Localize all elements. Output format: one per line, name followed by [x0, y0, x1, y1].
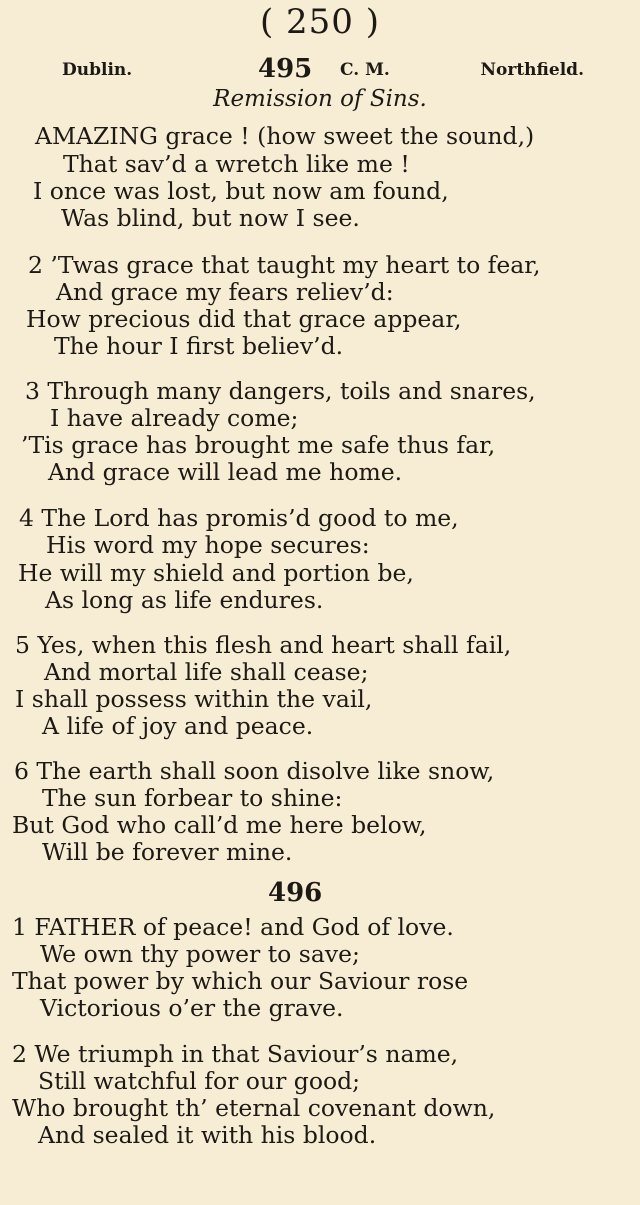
tune-name-right: Northfield.: [480, 60, 584, 80]
verse-line: We own thy power to save;: [40, 940, 360, 968]
verse-line: And grace will lead me home.: [48, 458, 403, 486]
hymn-number: 495: [258, 54, 313, 84]
verse-line: A life of joy and peace.: [42, 712, 314, 740]
verse-line: 5 Yes, when this flesh and heart shall fail,: [15, 631, 512, 659]
verse-line: Victorious o’er the grave.: [40, 994, 344, 1022]
verse-line: How precious did that grace appear,: [26, 305, 462, 333]
verse-line: 4 The Lord has promis’d good to me,: [19, 504, 459, 532]
verse-line: That power by which our Saviour rose: [12, 967, 469, 995]
page-number: ( 250 ): [259, 2, 381, 42]
verse-line: That sav’d a wretch like me !: [63, 150, 410, 178]
verse-line: The hour I first believ’d.: [54, 332, 344, 360]
verse-line: 1 FATHER of peace! and God of love.: [12, 913, 454, 941]
verse-line: His word my hope secures:: [46, 531, 370, 559]
verse-line: AMAZING grace ! (how sweet the sound,): [35, 122, 535, 150]
verse-line: 3 Through many dangers, toils and snares,: [25, 377, 536, 405]
verse-line: 2 We triumph in that Saviour’s name,: [12, 1040, 459, 1068]
verse-line: I have already come;: [50, 404, 299, 432]
verse-line: He will my shield and portion be,: [18, 559, 414, 587]
hymn-subject: Remission of Sins.: [213, 86, 427, 112]
verse-line: As long as life endures.: [45, 586, 324, 614]
verse-line: Was blind, but now I see.: [61, 204, 360, 232]
hymn-number-496: 496: [268, 878, 323, 908]
verse-line: But God who call’d me here below,: [12, 811, 427, 839]
verse-line: ’Tis grace has brought me safe thus far,: [21, 431, 496, 459]
verse-line: And grace my fears reliev’d:: [56, 278, 394, 306]
verse-line: The sun forbear to shine:: [42, 784, 343, 812]
verse-line: I once was lost, but now am found,: [33, 177, 449, 205]
verse-line: 2 ’Twas grace that taught my heart to fear,: [28, 251, 541, 279]
verse-line: 6 The earth shall soon disolve like snow,: [14, 757, 495, 785]
tune-name-left: Dublin.: [62, 60, 133, 80]
verse-line: I shall possess within the vail,: [15, 685, 373, 713]
verse-line: Will be forever mine.: [42, 838, 293, 866]
verse-line: And mortal life shall cease;: [44, 658, 369, 686]
verse-line: And sealed it with his blood.: [38, 1121, 377, 1149]
verse-line: Still watchful for our good;: [38, 1067, 361, 1095]
meter: C. M.: [340, 60, 390, 80]
verse-line: Who brought th’ eternal covenant down,: [12, 1094, 496, 1122]
